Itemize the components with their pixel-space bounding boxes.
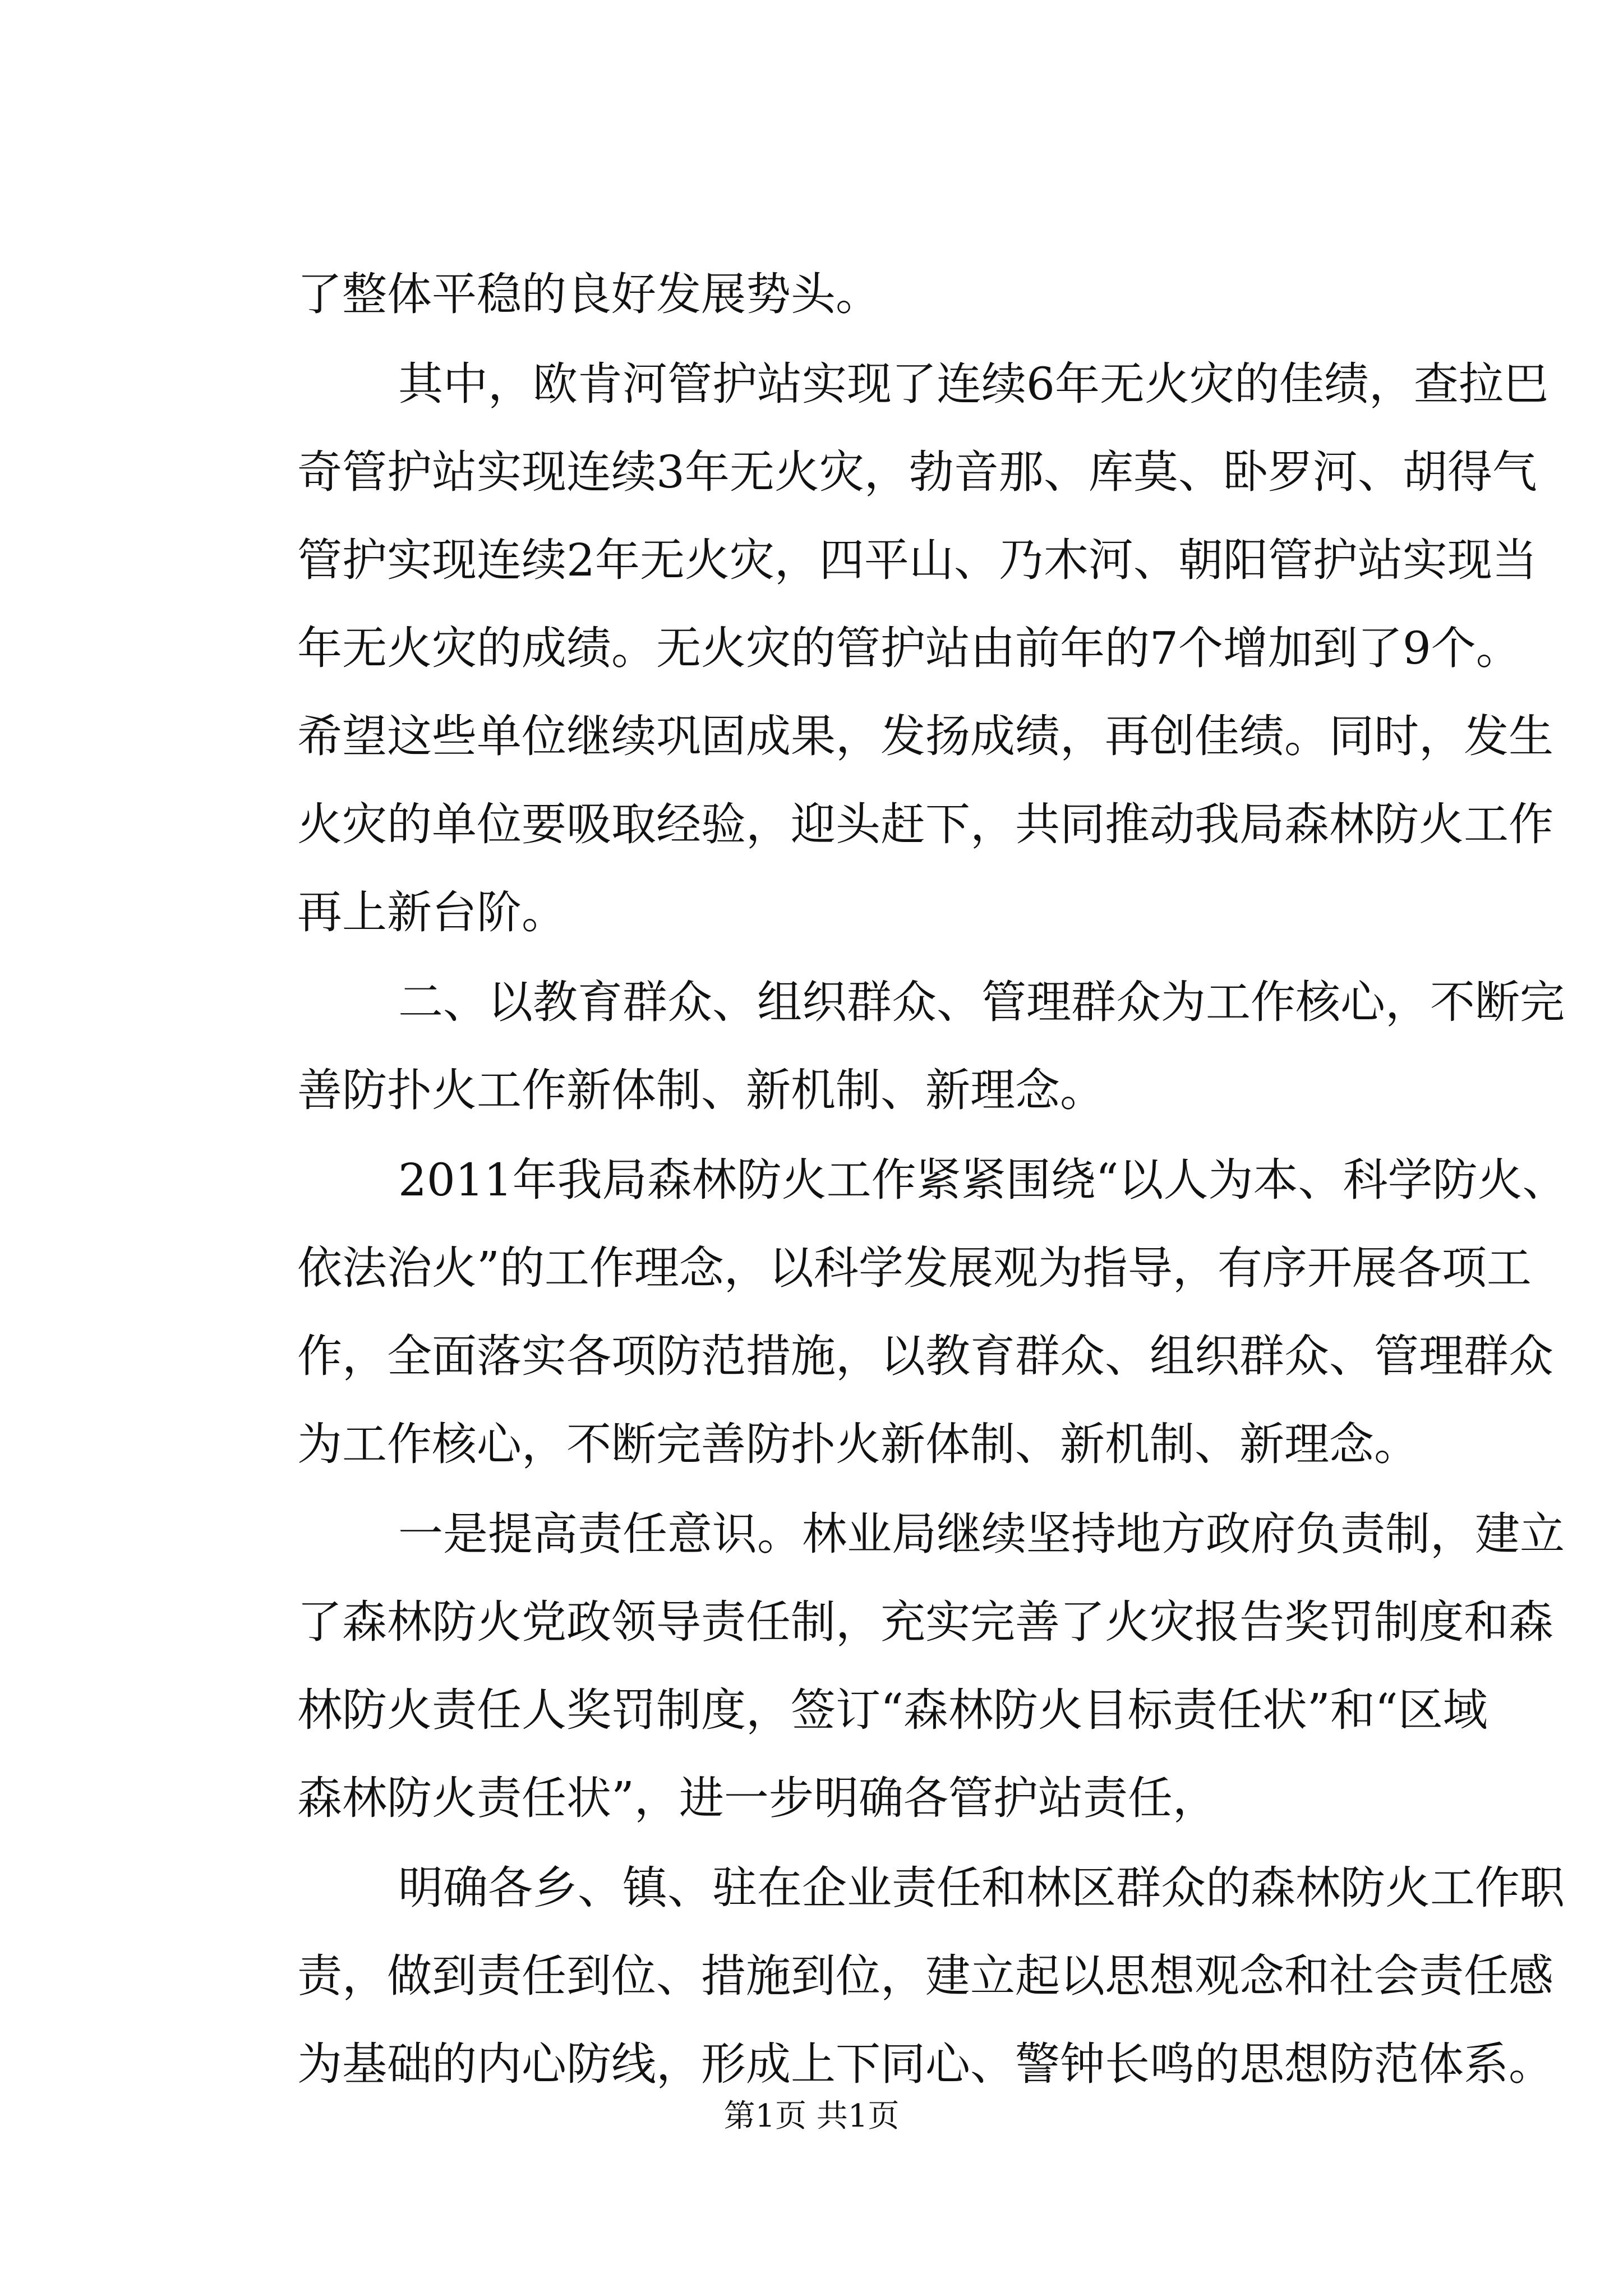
text-line: 一是提高责任意识。林业局继续坚持地方政府负责制，建立 — [398, 1508, 1565, 1560]
text-line: 其中，欧肯河管护站实现了连续6年无火灾的佳绩，查拉巴 — [398, 358, 1548, 410]
text-line: 依法治火”的工作理念，以科学发展观为指导，有序开展各项工 — [297, 1242, 1532, 1294]
text-line: 林防火责任人奖罚制度，签订“森林防火目标责任状”和“区域 — [297, 1684, 1488, 1736]
text-line: 了森林防火党政领导责任制，充实完善了火灾报告奖罚制度和森 — [297, 1596, 1553, 1648]
page-footer: 第1页 共1页 — [723, 2098, 900, 2134]
text-line: 森林防火责任状”，进一步明确各管护站责任， — [297, 1772, 1218, 1824]
text-line: 善防扑火工作新体制、新机制、新理念。 — [297, 1064, 1105, 1116]
text-line: 再上新台阶。 — [297, 886, 566, 938]
text-line: 奇管护站实现连续3年无火灾，勃音那、库莫、卧罗河、胡得气 — [297, 446, 1537, 498]
text-line: 火灾的单位要吸取经验，迎头赶下，共同推动我局森林防火工作 — [297, 798, 1553, 850]
text-line: 了整体平稳的良好发展势头。 — [297, 268, 880, 320]
text-line: 希望这些单位继续巩固成果，发扬成绩，再创佳绩。同时，发生 — [297, 710, 1553, 762]
text-line: 管护实现连续2年无火灾，四平山、乃木河、朝阳管护站实现当 — [297, 534, 1537, 586]
text-line: 年无火灾的成绩。无火灾的管护站由前年的7个增加到了9个。 — [297, 622, 1521, 674]
text-line: 责，做到责任到位、措施到位，建立起以思想观念和社会责任感 — [297, 1950, 1553, 2002]
text-line: 作，全面落实各项防范措施，以教育群众、组织群众、管理群众 — [297, 1330, 1553, 1382]
text-line: 明确各乡、镇、驻在企业责任和林区群众的森林防火工作职 — [398, 1862, 1565, 1914]
text-line: 2011年我局森林防火工作紧紧围绕“以人为本、科学防火、 — [398, 1154, 1567, 1206]
text-line: 二、以教育群众、组织群众、管理群众为工作核心，不断完 — [398, 976, 1565, 1028]
text-line: 为基础的内心防线，形成上下同心、警钟长鸣的思想防范体系。 — [297, 2038, 1553, 2090]
text-line: 为工作核心，不断完善防扑火新体制、新机制、新理念。 — [297, 1418, 1419, 1470]
